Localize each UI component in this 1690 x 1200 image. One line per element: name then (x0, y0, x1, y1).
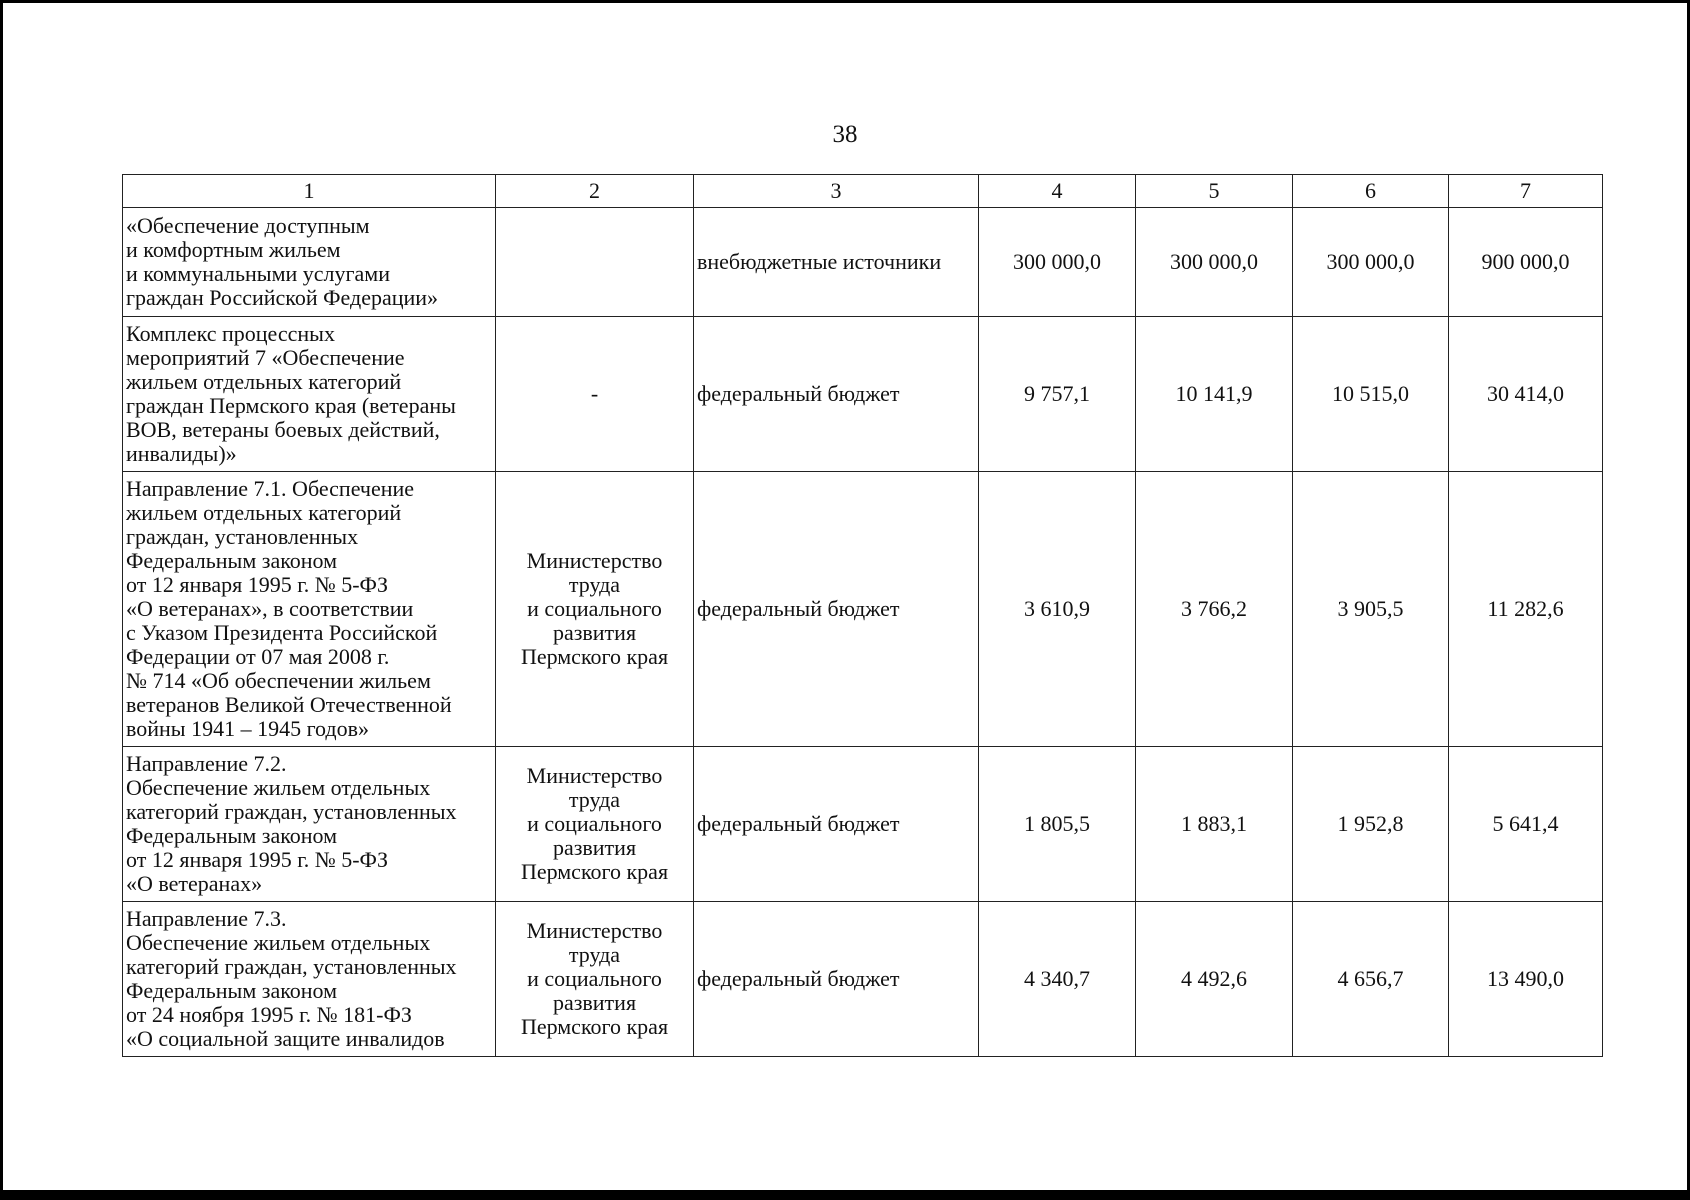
column-header-7: 7 (1449, 175, 1603, 208)
funding-source-cell: федеральный бюджет (694, 902, 979, 1057)
amount-col6-cell: 300 000,0 (1293, 208, 1449, 317)
total-amount-cell: 30 414,0 (1449, 317, 1603, 472)
program-name-cell: «Обеспечение доступным и комфортным жильем и коммунальными услугами граждан Российской Федерации» (123, 208, 496, 317)
amount-col6-cell: 1 952,8 (1293, 747, 1449, 902)
executor-cell: Министерство труда и социального развития Пермского края (496, 472, 694, 747)
program-name-cell: Направление 7.2. Обеспечение жильем отдельных категорий граждан, установленных Федеральным законом от 12 января 1995 г. № 5-ФЗ «О ветеранах» (123, 747, 496, 902)
amount-col4-cell: 9 757,1 (979, 317, 1136, 472)
amount-col5-cell: 300 000,0 (1136, 208, 1293, 317)
total-amount-cell: 11 282,6 (1449, 472, 1603, 747)
program-name-cell: Направление 7.1. Обеспечение жильем отдельных категорий граждан, установленных Федеральным законом от 12 января 1995 г. № 5-ФЗ «О ветеранах», в соответствии с Указом Президента Российской Федерации от 07 мая 2008 г. № 714 «Об обеспечении жильем ветеранов Великой Отечественной войны 1941 – 1945 годов» (123, 472, 496, 747)
page-number: 38 (832, 121, 858, 148)
funding-source-cell: федеральный бюджет (694, 472, 979, 747)
amount-col5-cell: 4 492,6 (1136, 902, 1293, 1057)
table-row (123, 902, 1603, 1057)
column-header-1: 1 (123, 175, 496, 208)
executor-cell: - (496, 317, 694, 472)
amount-col5-cell: 10 141,9 (1136, 317, 1293, 472)
executor-cell (496, 208, 694, 317)
column-header-2: 2 (496, 175, 694, 208)
column-header-6: 6 (1293, 175, 1449, 208)
amount-col4-cell: 300 000,0 (979, 208, 1136, 317)
column-header-4: 4 (979, 175, 1136, 208)
program-name-cell: Направление 7.3. Обеспечение жильем отдельных категорий граждан, установленных Федеральным законом от 24 ноября 1995 г. № 181-ФЗ «О социальной защите инвалидов (123, 902, 496, 1057)
program-name-cell: Комплекс процессных мероприятий 7 «Обеспечение жильем отдельных категорий граждан Пермского края (ветераны ВОВ, ветераны боевых действий, инвалиды)» (123, 317, 496, 472)
amount-col5-cell: 1 883,1 (1136, 747, 1293, 902)
amount-col4-cell: 1 805,5 (979, 747, 1136, 902)
amount-col5-cell: 3 766,2 (1136, 472, 1293, 747)
budget-table (122, 174, 1603, 1057)
amount-col6-cell: 3 905,5 (1293, 472, 1449, 747)
amount-col4-cell: 3 610,9 (979, 472, 1136, 747)
total-amount-cell: 13 490,0 (1449, 902, 1603, 1057)
amount-col4-cell: 4 340,7 (979, 902, 1136, 1057)
executor-cell: Министерство труда и социального развития Пермского края (496, 902, 694, 1057)
total-amount-cell: 900 000,0 (1449, 208, 1603, 317)
table-row (123, 747, 1603, 902)
funding-source-cell: федеральный бюджет (694, 747, 979, 902)
amount-col6-cell: 10 515,0 (1293, 317, 1449, 472)
table-row (123, 208, 1603, 317)
column-header-3: 3 (694, 175, 979, 208)
column-header-5: 5 (1136, 175, 1293, 208)
table-row (123, 472, 1603, 747)
funding-source-cell: внебюджетные источники (694, 208, 979, 317)
funding-source-cell: федеральный бюджет (694, 317, 979, 472)
table-row (123, 317, 1603, 472)
amount-col6-cell: 4 656,7 (1293, 902, 1449, 1057)
executor-cell: Министерство труда и социального развития Пермского края (496, 747, 694, 902)
total-amount-cell: 5 641,4 (1449, 747, 1603, 902)
table-header-row (123, 175, 1603, 208)
